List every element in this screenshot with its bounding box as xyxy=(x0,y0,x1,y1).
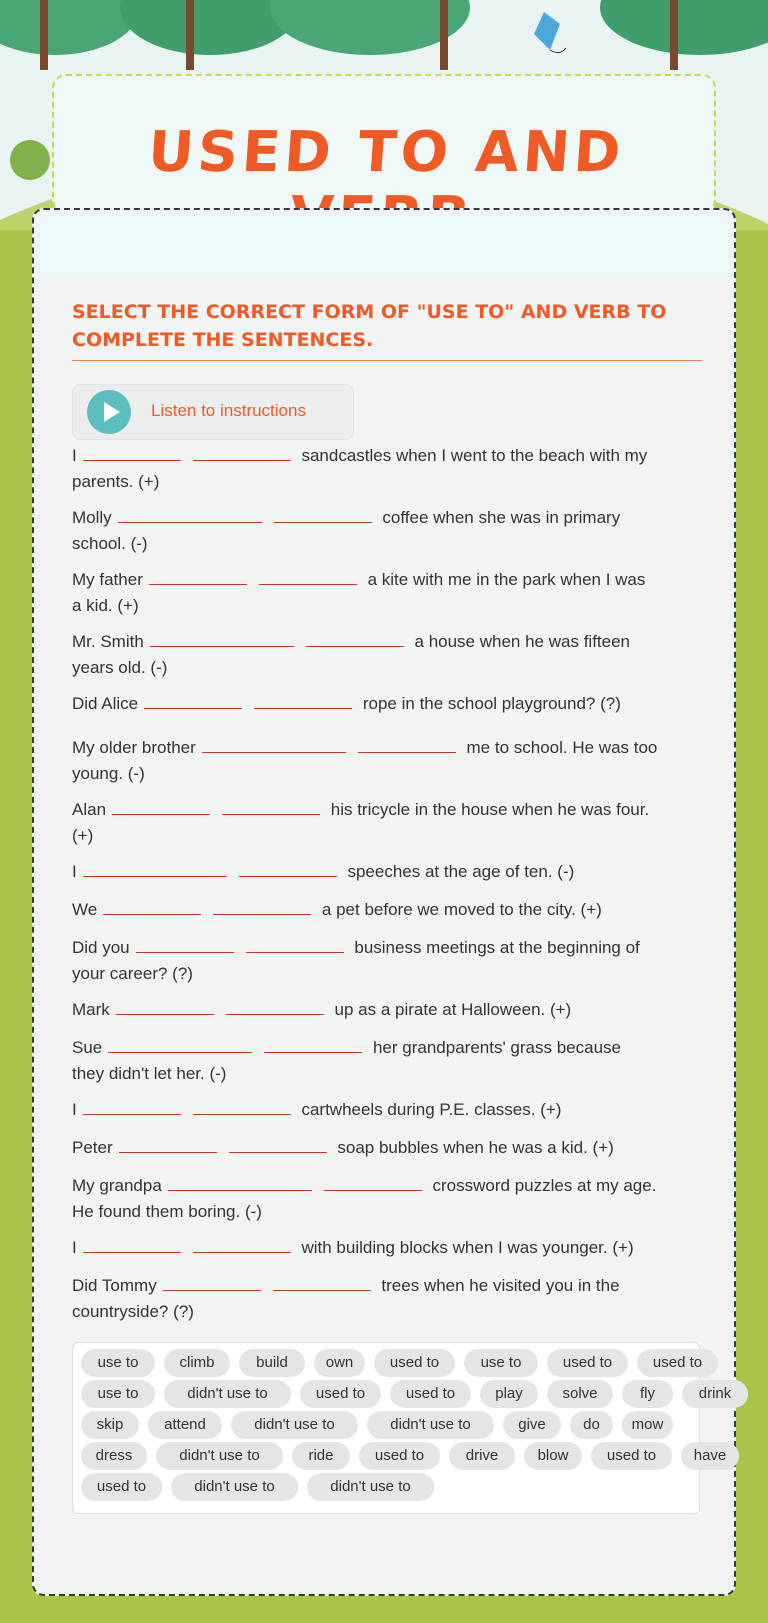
word-chip[interactable]: use to xyxy=(81,1349,155,1377)
sentence xyxy=(72,1132,704,1161)
answer-blank[interactable] xyxy=(108,1032,252,1053)
sentence-end: parents. (+) xyxy=(72,472,160,491)
sentence-start: Peter xyxy=(72,1138,113,1157)
answer-blank[interactable] xyxy=(264,1032,362,1053)
word-chip[interactable]: didn't use to xyxy=(367,1411,494,1439)
title-card xyxy=(52,74,716,214)
kite-icon xyxy=(530,10,570,60)
sentence-end: up as a pirate at Halloween. (+) xyxy=(329,1000,572,1019)
sentence-start: I xyxy=(72,1238,77,1257)
sentence-end: they didn't let her. (-) xyxy=(72,1064,227,1083)
sentence-start: My grandpa xyxy=(72,1176,162,1195)
word-chip[interactable]: build xyxy=(239,1349,305,1377)
word-chip[interactable]: mow xyxy=(622,1411,673,1439)
page-title: USED TO AND xyxy=(145,120,627,185)
sentence xyxy=(72,1232,704,1261)
worksheet-card xyxy=(32,208,736,1596)
tree-trunk xyxy=(670,0,678,70)
word-chip[interactable]: didn't use to xyxy=(156,1442,283,1470)
answer-blank[interactable] xyxy=(103,894,201,915)
sentence xyxy=(72,894,704,923)
answer-blank[interactable] xyxy=(136,932,234,953)
word-chip[interactable]: play xyxy=(480,1380,538,1408)
sentence-end: your career? (?) xyxy=(72,964,193,983)
word-chip[interactable]: have xyxy=(681,1442,739,1470)
play-icon[interactable] xyxy=(87,390,131,434)
sentence xyxy=(72,1032,704,1087)
tree-trunk xyxy=(186,0,194,70)
answer-blank[interactable] xyxy=(246,932,344,953)
answer-blank[interactable] xyxy=(149,564,247,585)
answer-blank[interactable] xyxy=(239,856,337,877)
answer-blank[interactable] xyxy=(193,1232,291,1253)
tree-trunk xyxy=(40,0,48,70)
word-chip[interactable]: didn't use to xyxy=(307,1473,434,1501)
sentence-end: soap bubbles when he was a kid. (+) xyxy=(332,1138,614,1157)
sentence-start: Alan xyxy=(72,800,107,819)
instruction-text: AND xyxy=(514,301,574,323)
answer-blank[interactable] xyxy=(112,794,210,815)
sentence-start: Mark xyxy=(72,1000,110,1019)
answer-blank[interactable] xyxy=(226,994,324,1015)
sentence-end: crossword puzzles at my age. xyxy=(427,1176,657,1195)
sentence-start: We xyxy=(72,900,98,919)
answer-blank[interactable] xyxy=(202,732,346,753)
answer-blank[interactable] xyxy=(83,440,181,461)
sentence xyxy=(72,688,704,717)
sentence xyxy=(72,1270,704,1325)
sentence-end: with building blocks when I was younger. (+) xyxy=(296,1238,634,1257)
word-chip[interactable]: own xyxy=(314,1349,365,1377)
sentence-end: sandcastles when I went to the beach with my xyxy=(296,446,648,465)
word-chip[interactable]: used to xyxy=(637,1349,718,1377)
sentence-start: Did Tommy xyxy=(72,1276,157,1295)
answer-blank[interactable] xyxy=(163,1270,261,1291)
answer-blank[interactable] xyxy=(193,1094,291,1115)
sentence-start: Mr. Smith xyxy=(72,632,144,651)
word-chip[interactable]: didn't use to xyxy=(164,1380,291,1408)
sentence-end: rope in the school playground? (?) xyxy=(358,694,621,713)
answer-blank[interactable] xyxy=(229,1132,327,1153)
answer-blank[interactable] xyxy=(274,502,372,523)
answer-blank[interactable] xyxy=(254,688,352,709)
word-chip[interactable]: used to xyxy=(547,1349,628,1377)
answer-blank[interactable] xyxy=(259,564,357,585)
answer-blank[interactable] xyxy=(168,1170,312,1191)
divider xyxy=(72,360,702,361)
sentence-end: a pet before we moved to the city. (+) xyxy=(317,900,602,919)
sentence xyxy=(72,732,704,787)
answer-blank[interactable] xyxy=(222,794,320,815)
sentence xyxy=(72,626,704,681)
word-chip[interactable]: used to xyxy=(390,1380,471,1408)
answer-blank[interactable] xyxy=(273,1270,371,1291)
sentence xyxy=(72,1170,704,1225)
sentence-end: school. (-) xyxy=(72,534,148,553)
sentence-end: trees when he visited you in the xyxy=(376,1276,620,1295)
sentence-end: speeches at the age of ten. (-) xyxy=(342,862,575,881)
word-chip[interactable]: used to xyxy=(81,1473,162,1501)
word-chip[interactable]: drive xyxy=(449,1442,515,1470)
sentence xyxy=(72,564,704,619)
sentence-end: her grandparents' grass because xyxy=(368,1038,621,1057)
answer-blank[interactable] xyxy=(83,856,227,877)
answer-blank[interactable] xyxy=(193,440,291,461)
word-chip[interactable]: ride xyxy=(292,1442,350,1470)
sentence xyxy=(72,502,704,557)
sentence-start: My father xyxy=(72,570,143,589)
listen-button[interactable] xyxy=(72,384,354,440)
sentence xyxy=(72,856,704,885)
sentence-end: me to school. He was too xyxy=(461,738,658,757)
sentence-start: Sue xyxy=(72,1038,103,1057)
word-chip[interactable]: use to xyxy=(81,1380,155,1408)
word-chip[interactable]: fly xyxy=(622,1380,673,1408)
sentence-end: coffee when she was in primary xyxy=(377,508,621,527)
word-chip[interactable]: used to xyxy=(359,1442,440,1470)
sentence xyxy=(72,440,704,495)
word-chip[interactable]: used to xyxy=(374,1349,455,1377)
instruction-phrase: VERB xyxy=(573,301,631,323)
answer-blank[interactable] xyxy=(358,732,456,753)
answer-blank[interactable] xyxy=(324,1170,422,1191)
word-chip[interactable]: blow xyxy=(524,1442,582,1470)
sentence-start: My older brother xyxy=(72,738,196,757)
sentence-start: I xyxy=(72,446,77,465)
sentence-end: his tricycle in the house when he was four. xyxy=(326,800,650,819)
word-chip[interactable]: didn't use to xyxy=(171,1473,298,1501)
tree-trunk xyxy=(440,0,448,70)
word-chip[interactable]: dress xyxy=(81,1442,147,1470)
instruction-text: SELECT THE CORRECT FORM OF xyxy=(72,301,417,323)
instruction-phrase: "USE TO" xyxy=(416,301,515,323)
word-chip[interactable]: attend xyxy=(148,1411,222,1439)
word-chip[interactable]: give xyxy=(503,1411,561,1439)
sentence-start: I xyxy=(72,1100,77,1119)
answer-blank[interactable] xyxy=(144,688,242,709)
word-chip[interactable]: didn't use to xyxy=(231,1411,358,1439)
answer-blank[interactable] xyxy=(116,994,214,1015)
word-chip[interactable]: use to xyxy=(464,1349,538,1377)
instruction-text: TO COMPLETE THE SENTENCES. xyxy=(72,301,667,351)
card-header-strip xyxy=(40,216,728,276)
sentence-end: countryside? (?) xyxy=(72,1302,194,1321)
instructions xyxy=(72,298,702,354)
sentence-end: cartwheels during P.E. classes. (+) xyxy=(296,1100,562,1119)
word-chip[interactable]: used to xyxy=(300,1380,381,1408)
sentence-end: years old. (-) xyxy=(72,658,168,677)
sentence-start: Did Alice xyxy=(72,694,139,713)
answer-blank[interactable] xyxy=(83,1094,181,1115)
sentence-start: Did you xyxy=(72,938,130,957)
answer-blank[interactable] xyxy=(213,894,311,915)
answer-blank[interactable] xyxy=(306,626,404,647)
sentence-end: He found them boring. (-) xyxy=(72,1202,262,1221)
word-chip[interactable]: skip xyxy=(81,1411,139,1439)
word-chip[interactable]: climb xyxy=(164,1349,230,1377)
sentence xyxy=(72,994,704,1023)
sentence-end: business meetings at the beginning of xyxy=(349,938,640,957)
word-chip[interactable]: do xyxy=(570,1411,613,1439)
sentence-end: (+) xyxy=(72,826,94,845)
sentence-end: a kite with me in the park when I was xyxy=(362,570,646,589)
answer-blank[interactable] xyxy=(118,502,262,523)
answer-blank[interactable] xyxy=(119,1132,217,1153)
bush-icon xyxy=(10,140,50,180)
sentence-start: Molly xyxy=(72,508,112,527)
answer-blank[interactable] xyxy=(83,1232,181,1253)
listen-label: Listen to instructions xyxy=(151,401,306,420)
sentence-start: I xyxy=(72,862,77,881)
sentence-end: a house when he was fifteen xyxy=(409,632,630,651)
sentence xyxy=(72,932,704,987)
sentence xyxy=(72,1094,704,1123)
word-chip[interactable]: solve xyxy=(547,1380,613,1408)
answer-blank[interactable] xyxy=(150,626,294,647)
sentence xyxy=(72,794,704,849)
word-chip[interactable]: drink xyxy=(682,1380,748,1408)
sentence-end: young. (-) xyxy=(72,764,145,783)
sentence-end: a kid. (+) xyxy=(72,596,139,615)
word-chip[interactable]: used to xyxy=(591,1442,672,1470)
word-bank xyxy=(72,1342,732,1514)
